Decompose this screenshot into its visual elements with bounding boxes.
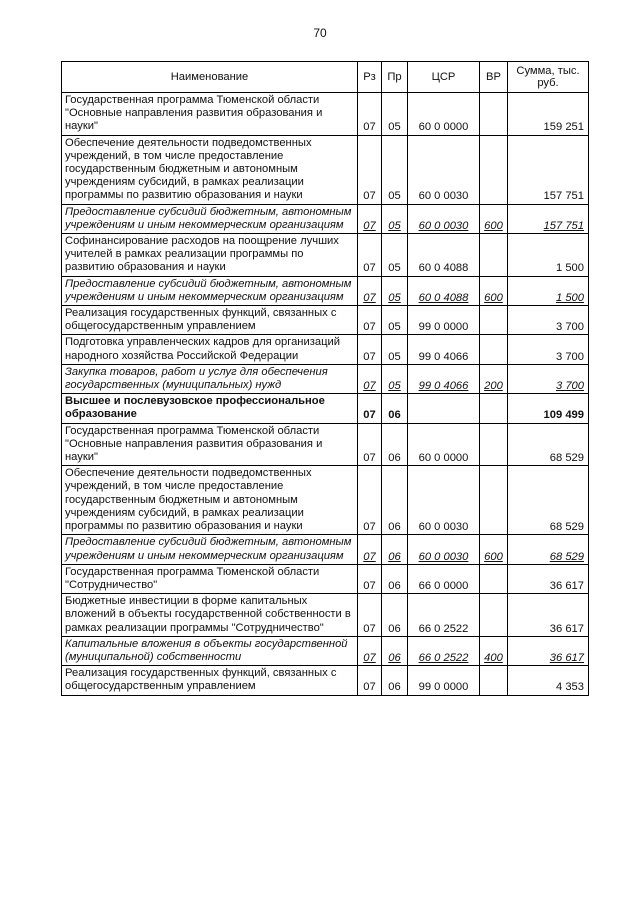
cell-pr: 05 xyxy=(382,204,408,233)
cell-sum: 68 529 xyxy=(508,535,589,564)
table-row xyxy=(62,135,589,204)
budget-table xyxy=(61,61,589,696)
table-row xyxy=(62,423,589,466)
cell-sum: 157 751 xyxy=(508,135,589,204)
cell-name: Реализация государственных функций, связанных с общегосударственным управлением xyxy=(62,666,358,695)
cell-name: Государственная программа Тюменской области "Сотрудничество" xyxy=(62,564,358,593)
cell-vr xyxy=(480,335,508,364)
cell-rz: 07 xyxy=(358,636,382,665)
cell-rz: 07 xyxy=(358,234,382,277)
cell-vr xyxy=(480,93,508,136)
cell-vr xyxy=(480,394,508,423)
cell-name: Бюджетные инвестиции в форме капитальных вложений в объекты государственной собственности в рамках реализации программы "Сотрудничество" xyxy=(62,594,358,637)
cell-rz: 07 xyxy=(358,394,382,423)
cell-pr: 05 xyxy=(382,364,408,393)
cell-vr xyxy=(480,594,508,637)
cell-pr: 06 xyxy=(382,466,408,535)
cell-pr: 06 xyxy=(382,564,408,593)
header-rz: Рз xyxy=(358,62,382,93)
cell-name: Предоставление субсидий бюджетным, автономным учреждениям и иным некоммерческим организациям xyxy=(62,535,358,564)
cell-rz: 07 xyxy=(358,466,382,535)
cell-pr: 05 xyxy=(382,276,408,305)
cell-pr: 06 xyxy=(382,423,408,466)
cell-csr xyxy=(408,394,480,423)
cell-sum: 109 499 xyxy=(508,394,589,423)
cell-pr: 05 xyxy=(382,135,408,204)
cell-name: Обеспечение деятельности подведомственных учреждений, в том числе предоставление государственным бюджетным и автономным учреждениям субсидий, в рамках реализации программы по развитию образования и науки xyxy=(62,135,358,204)
table-row xyxy=(62,394,589,423)
cell-vr: 600 xyxy=(480,276,508,305)
header-sum: Сумма, тыс. руб. xyxy=(508,62,589,93)
cell-csr: 66 0 0000 xyxy=(408,564,480,593)
cell-pr: 06 xyxy=(382,535,408,564)
cell-name: Государственная программа Тюменской области "Основные направления развития образования и науки" xyxy=(62,423,358,466)
table-row xyxy=(62,276,589,305)
cell-sum: 36 617 xyxy=(508,564,589,593)
cell-pr: 06 xyxy=(382,636,408,665)
cell-vr xyxy=(480,423,508,466)
cell-rz: 07 xyxy=(358,594,382,637)
table-row xyxy=(62,335,589,364)
cell-name: Закупка товаров, работ и услуг для обеспечения государственных (муниципальных) нужд xyxy=(62,364,358,393)
cell-pr: 05 xyxy=(382,93,408,136)
cell-rz: 07 xyxy=(358,276,382,305)
cell-csr: 99 0 0000 xyxy=(408,306,480,335)
cell-vr: 200 xyxy=(480,364,508,393)
cell-sum: 4 353 xyxy=(508,666,589,695)
cell-vr xyxy=(480,564,508,593)
table-row xyxy=(62,364,589,393)
cell-csr: 99 0 4066 xyxy=(408,335,480,364)
table-row xyxy=(62,594,589,637)
cell-rz: 07 xyxy=(358,564,382,593)
cell-vr: 400 xyxy=(480,636,508,665)
table-body xyxy=(62,93,589,696)
cell-rz: 07 xyxy=(358,135,382,204)
cell-name: Софинансирование расходов на поощрение лучших учителей в рамках реализации программы по развитию образования и науки xyxy=(62,234,358,277)
cell-name: Обеспечение деятельности подведомственных учреждений, в том числе предоставление государственным бюджетным и автономным учреждениям субсидий, в рамках реализации программы по развитию образования и науки xyxy=(62,466,358,535)
cell-sum: 1 500 xyxy=(508,234,589,277)
cell-csr: 60 0 0030 xyxy=(408,204,480,233)
cell-name: Капитальные вложения в объекты государственной (муниципальной) собственности xyxy=(62,636,358,665)
cell-rz: 07 xyxy=(358,306,382,335)
cell-name: Реализация государственных функций, связанных с общегосударственным управлением xyxy=(62,306,358,335)
cell-csr: 99 0 0000 xyxy=(408,666,480,695)
table-row xyxy=(62,564,589,593)
cell-vr xyxy=(480,466,508,535)
cell-vr: 600 xyxy=(480,204,508,233)
cell-rz: 07 xyxy=(358,535,382,564)
cell-csr: 60 0 0030 xyxy=(408,466,480,535)
cell-csr: 60 0 0000 xyxy=(408,423,480,466)
cell-name: Предоставление субсидий бюджетным, автономным учреждениям и иным некоммерческим организациям xyxy=(62,204,358,233)
table-row xyxy=(62,93,589,136)
table-row xyxy=(62,636,589,665)
cell-sum: 36 617 xyxy=(508,594,589,637)
cell-sum: 3 700 xyxy=(508,306,589,335)
table-row xyxy=(62,535,589,564)
cell-csr: 60 0 0030 xyxy=(408,135,480,204)
cell-vr xyxy=(480,135,508,204)
page-number: 70 xyxy=(313,26,327,40)
cell-csr: 60 0 4088 xyxy=(408,234,480,277)
cell-rz: 07 xyxy=(358,666,382,695)
table-header-row xyxy=(62,62,589,93)
cell-name: Предоставление субсидий бюджетным, автономным учреждениям и иным некоммерческим организациям xyxy=(62,276,358,305)
cell-pr: 05 xyxy=(382,306,408,335)
header-pr: Пр xyxy=(382,62,408,93)
cell-vr xyxy=(480,306,508,335)
header-name: Наименование xyxy=(62,62,358,93)
cell-sum: 36 617 xyxy=(508,636,589,665)
cell-vr xyxy=(480,666,508,695)
cell-csr: 66 0 2522 xyxy=(408,636,480,665)
cell-sum: 68 529 xyxy=(508,466,589,535)
cell-name: Подготовка управленческих кадров для организаций народного хозяйства Российской Федерации xyxy=(62,335,358,364)
cell-vr xyxy=(480,234,508,277)
table-row xyxy=(62,204,589,233)
cell-sum: 159 251 xyxy=(508,93,589,136)
cell-name: Высшее и послевузовское профессиональное образование xyxy=(62,394,358,423)
cell-rz: 07 xyxy=(358,93,382,136)
cell-sum: 3 700 xyxy=(508,364,589,393)
table-row xyxy=(62,666,589,695)
cell-sum: 68 529 xyxy=(508,423,589,466)
cell-rz: 07 xyxy=(358,335,382,364)
table-row xyxy=(62,234,589,277)
cell-rz: 07 xyxy=(358,204,382,233)
table-row xyxy=(62,306,589,335)
table-row xyxy=(62,466,589,535)
cell-vr: 600 xyxy=(480,535,508,564)
cell-csr: 60 0 0000 xyxy=(408,93,480,136)
cell-rz: 07 xyxy=(358,364,382,393)
cell-pr: 06 xyxy=(382,394,408,423)
cell-csr: 66 0 2522 xyxy=(408,594,480,637)
header-vr: ВР xyxy=(480,62,508,93)
cell-sum: 3 700 xyxy=(508,335,589,364)
cell-csr: 60 0 4088 xyxy=(408,276,480,305)
cell-pr: 05 xyxy=(382,335,408,364)
cell-csr: 99 0 4066 xyxy=(408,364,480,393)
cell-csr: 60 0 0030 xyxy=(408,535,480,564)
cell-sum: 1 500 xyxy=(508,276,589,305)
cell-pr: 05 xyxy=(382,234,408,277)
cell-sum: 157 751 xyxy=(508,204,589,233)
cell-rz: 07 xyxy=(358,423,382,466)
header-csr: ЦСР xyxy=(408,62,480,93)
cell-pr: 06 xyxy=(382,594,408,637)
cell-name: Государственная программа Тюменской области "Основные направления развития образования и науки" xyxy=(62,93,358,136)
cell-pr: 06 xyxy=(382,666,408,695)
